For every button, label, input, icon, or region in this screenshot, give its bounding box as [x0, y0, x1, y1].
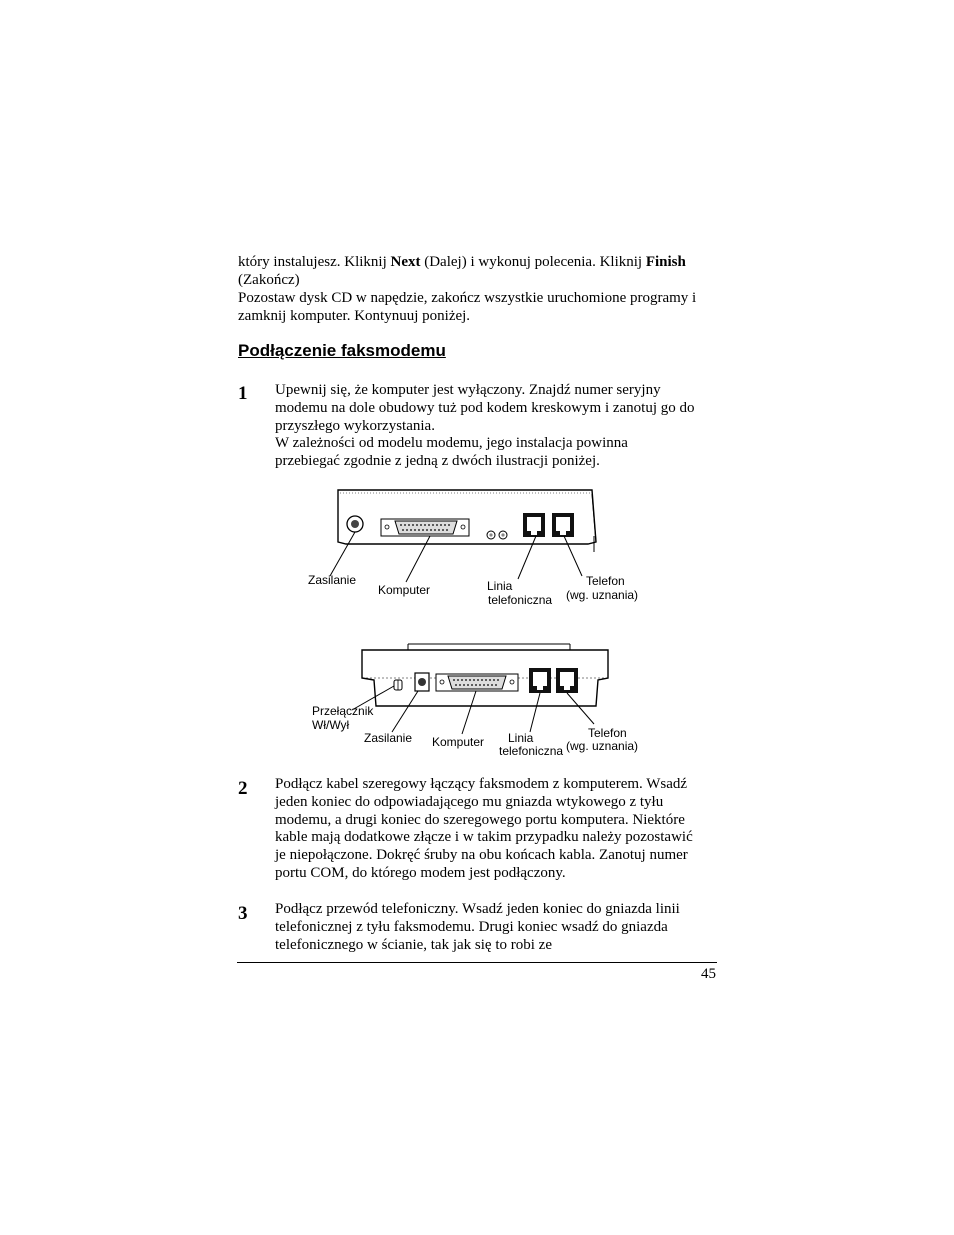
- step-text-part: W zależności od modelu modemu, jego instalacja powinna przebiegać zgodnie z jedną z dwóch ilustracji poniżej.: [275, 435, 628, 470]
- step-text: Podłącz kabel szeregowy łączący faksmodem z komputerem. Wsadź jeden koniec do odpowiadającego mu gniazda wtykowego z tyłu modemu, a drugi koniec do szeregowego portu komputera. Niektóre kable mają dodatkowe złącze i w takim przypadku należy pozostawić je niepołączone. Dokręć śruby na obu końcach kabla. Zanotuj numer portu COM, do którego modem jest podłączony.: [275, 776, 693, 881]
- step-text: [275, 382, 695, 471]
- step-text-part: Upewnij się, że komputer jest wyłączony. Znajdź numer seryjny modemu na dole obudowy tuż pod kodem kreskowym i zanotuj go do przyszłego wykorzystania.: [275, 382, 695, 434]
- intro-paragraph-2: Pozostaw dysk CD w napędzie, zakończ wszystkie uruchomione programy i zamknij komputer. Kontynuuj poniżej.: [238, 290, 697, 324]
- modem-rear-panel-figure-a: [300, 484, 660, 612]
- intro-text: (Dalej) i wykonuj polecenia. Kliknij: [420, 254, 646, 270]
- label-computer: Komputer: [378, 583, 431, 597]
- label-telephone: Telefon: [586, 574, 625, 588]
- label-phone-line-2: telefoniczna: [488, 593, 553, 607]
- label-switch: Przełącznik: [312, 704, 374, 718]
- label-power: Zasilanie: [364, 731, 413, 745]
- finish-keyword: Finish: [645, 254, 686, 270]
- footer-rule: [237, 962, 717, 963]
- label-telephone-2: (wg. uznania): [566, 739, 639, 753]
- label-computer: Komputer: [432, 735, 485, 749]
- label-phone-line: Linia: [508, 731, 534, 745]
- page-number: 45: [701, 966, 716, 982]
- step-number: 2: [238, 778, 248, 799]
- intro-text: (Zakończ): [238, 272, 300, 288]
- label-phone-line-2: telefoniczna: [499, 744, 564, 758]
- intro-text: który instalujesz. Kliknij: [238, 254, 391, 270]
- step-text: Podłącz przewód telefoniczny. Wsadź jeden koniec do gniazda linii telefonicznej z tyłu faksmodemu. Drugi koniec wsadź do gniazda telefonicznego w ścianie, tak jak się to robi ze: [275, 901, 680, 953]
- modem-rear-panel-figure-b: [300, 640, 660, 762]
- intro-paragraph: [238, 253, 718, 289]
- label-switch-2: Wł/Wył: [312, 718, 350, 732]
- next-keyword: Next: [390, 254, 421, 270]
- label-telephone-2: (wg. uznania): [566, 588, 639, 602]
- step-number: 1: [238, 383, 248, 404]
- step-number: 3: [238, 903, 248, 924]
- label-phone-line: Linia: [487, 579, 513, 593]
- label-power: Zasilanie: [308, 573, 357, 587]
- label-telephone: Telefon: [588, 726, 627, 740]
- section-heading: Podłączenie faksmodemu: [238, 341, 446, 360]
